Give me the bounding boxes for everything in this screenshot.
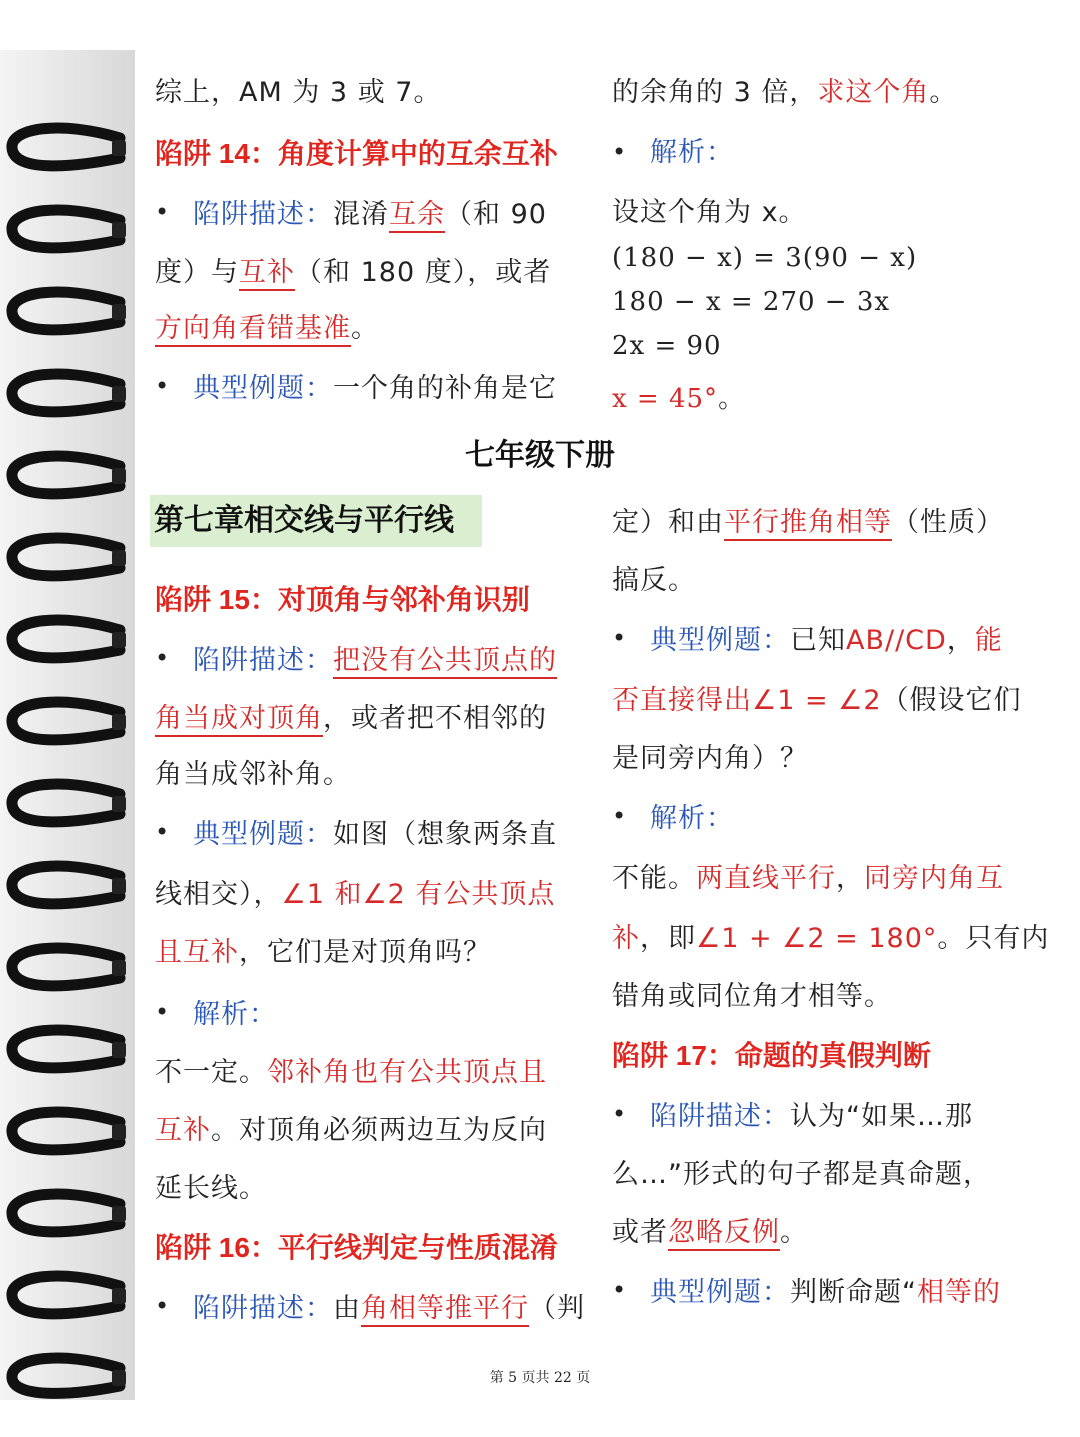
- bullet-dot: •: [612, 802, 627, 830]
- trap-15-desc-line-1: 陷阱描述：把没有公共顶点的: [193, 638, 557, 677]
- emphasis-direction-angle: 方向角看错基准: [155, 313, 351, 347]
- bullet-dot: •: [155, 818, 170, 846]
- trap-14-title: 陷阱 14：角度计算中的互余互补: [155, 138, 558, 169]
- equation-3: 2x = 90: [612, 331, 722, 361]
- answer-14-setup: 设这个角为 x。: [612, 197, 807, 228]
- trap-15-answer-line-2: 互补。对顶角必须两边互为反向: [155, 1115, 547, 1146]
- page-footer: 第 5 页共 22 页: [489, 1370, 591, 1386]
- trap-15-answer-label: 解析：: [193, 999, 277, 1030]
- bullet-dot: •: [612, 624, 627, 652]
- bullet-dot: •: [612, 138, 627, 166]
- example-label: 典型例题: [193, 373, 305, 404]
- bullet-dot: •: [612, 1100, 627, 1128]
- bullet-dot: •: [155, 372, 170, 400]
- bullet-dot: •: [155, 644, 170, 672]
- trap-16-answer-label: 解析：: [650, 803, 734, 834]
- chapter-title: 第七章相交线与平行线: [150, 495, 482, 547]
- trap-17-desc-line-2: 么…”形式的句子都是真命题，: [612, 1159, 991, 1190]
- equation-1: (180 − x) = 3(90 − x): [612, 243, 918, 273]
- trap-17-desc-line-3: 或者忽略反例。: [612, 1210, 808, 1249]
- trap-14-example: 典型例题：一个角的补角是它: [193, 373, 557, 404]
- trap-14-desc-line-3: 方向角看错基准。: [155, 306, 379, 345]
- trap-17-example-line-1: 典型例题：判断命题“相等的: [650, 1277, 1001, 1308]
- trap-16-answer-line-1: 不能。两直线平行，同旁内角互: [612, 863, 1004, 894]
- emphasis-supplementary: 互补: [239, 257, 295, 291]
- trap-15-title: 陷阱 15：对顶角与邻补角识别: [155, 584, 530, 615]
- emphasis-complementary: 互余: [389, 199, 445, 233]
- trap-15-desc-line-2: 角当成对顶角，或者把不相邻的: [155, 696, 547, 735]
- trap-15-answer-line-3: 延长线。: [155, 1173, 267, 1204]
- trap-15-example-line-1: 典型例题：如图（想象两条直: [193, 819, 557, 850]
- trap-16-desc-line-1: 陷阱描述：由角相等推平行（判: [193, 1286, 585, 1325]
- answer-14-label: 解析：: [650, 137, 734, 168]
- bullet-dot: •: [612, 1276, 627, 1304]
- summary-line: 综上，AM 为 3 或 7。: [155, 77, 442, 108]
- trap-14-example-cont: 的余角的 3 倍，求这个角。: [612, 77, 958, 108]
- trap-16-desc-line-3: 搞反。: [612, 565, 696, 596]
- trap-15-desc-line-3: 角当成邻补角。: [155, 759, 351, 790]
- trap-16-example-line-1: 典型例题：已知AB//CD，能: [650, 625, 1003, 656]
- trap-16-example-line-2: 否直接得出∠1 = ∠2（假设它们: [612, 685, 1022, 716]
- bullet-dot: •: [155, 198, 170, 226]
- trap-15-answer-line-1: 不一定。邻补角也有公共顶点且: [155, 1057, 547, 1088]
- trap-16-desc-line-2: 定）和由平行推角相等（性质）: [612, 500, 1004, 539]
- bullet-dot: •: [155, 998, 170, 1026]
- trap-16-answer-line-2: 补，即∠1 + ∠2 = 180°。只有内: [612, 923, 1050, 954]
- trap-16-title: 陷阱 16：平行线判定与性质混淆: [155, 1232, 558, 1263]
- desc-label: 陷阱描述: [193, 199, 305, 230]
- trap-17-desc-line-1: 陷阱描述：认为“如果…那: [650, 1101, 973, 1132]
- equation-4: x = 45°。: [612, 384, 746, 414]
- bullet-dot: •: [155, 1292, 170, 1320]
- trap-14-desc-line-2: 度）与互补（和 180 度），或者: [155, 250, 551, 289]
- grade-heading: 七年级下册: [465, 439, 615, 472]
- trap-14-desc-line-1: 陷阱描述：混淆互余（和 90: [193, 192, 547, 231]
- trap-17-title: 陷阱 17：命题的真假判断: [612, 1040, 931, 1071]
- trap-16-answer-line-3: 错角或同位角才相等。: [612, 981, 892, 1012]
- equation-2: 180 − x = 270 − 3x: [612, 287, 891, 317]
- trap-16-example-line-3: 是同旁内角）？: [612, 743, 808, 774]
- trap-15-example-line-3: 且互补，它们是对顶角吗？: [155, 937, 491, 968]
- trap-15-example-line-2: 线相交），∠1 和∠2 有公共顶点: [155, 879, 556, 910]
